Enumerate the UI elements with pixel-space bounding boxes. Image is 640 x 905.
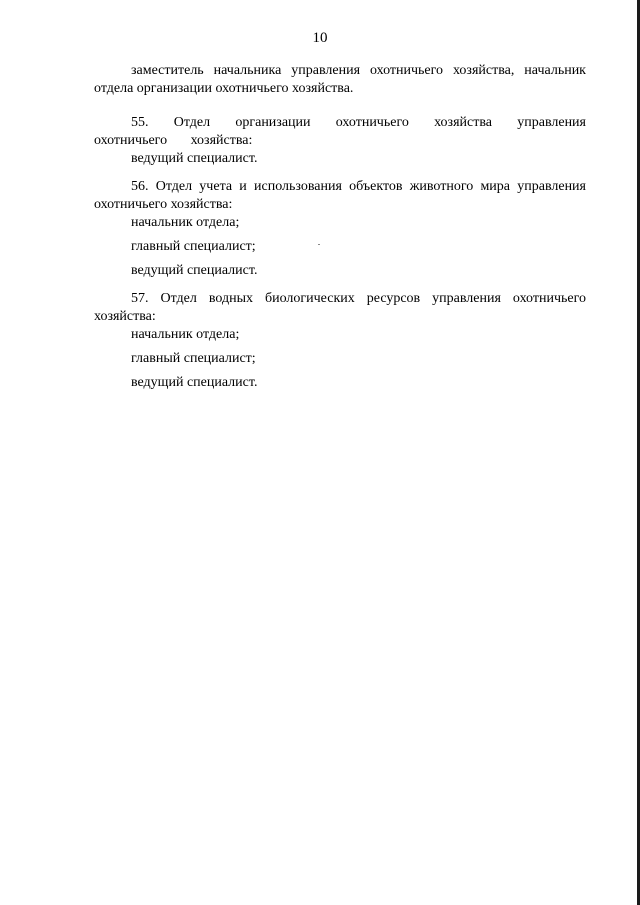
list-item: главный специалист; [131,239,256,254]
section-55 [94,114,586,168]
list-item: главный специалист; [131,351,256,366]
section-56 [94,178,586,280]
section-57 [94,290,586,392]
list-item: начальник отдела; [131,327,240,342]
list-item: ведущий специалист. [131,263,258,278]
list-item: начальник отдела; [131,215,240,230]
document-body [94,62,586,402]
list-item: ведущий специалист. [131,375,258,390]
page-number: 10 [312,30,328,46]
section-title: 57. Отдел водных биологических ресурсов управления охотничьего хозяйства: [94,291,586,324]
section-title: 56. Отдел учета и использования объектов животного мира управления охотничьего хозяйства: [94,179,586,212]
list-item: ведущий специалист. [131,151,258,166]
section-title: 55. Отдел организации охотничьего хозяйства управления охотничьего хозяйства: [94,115,586,148]
scan-speck [318,244,320,245]
intro-paragraph: заместитель начальника управления охотничьего хозяйства, начальник отдела организации охотничьего хозяйства. [94,63,586,96]
